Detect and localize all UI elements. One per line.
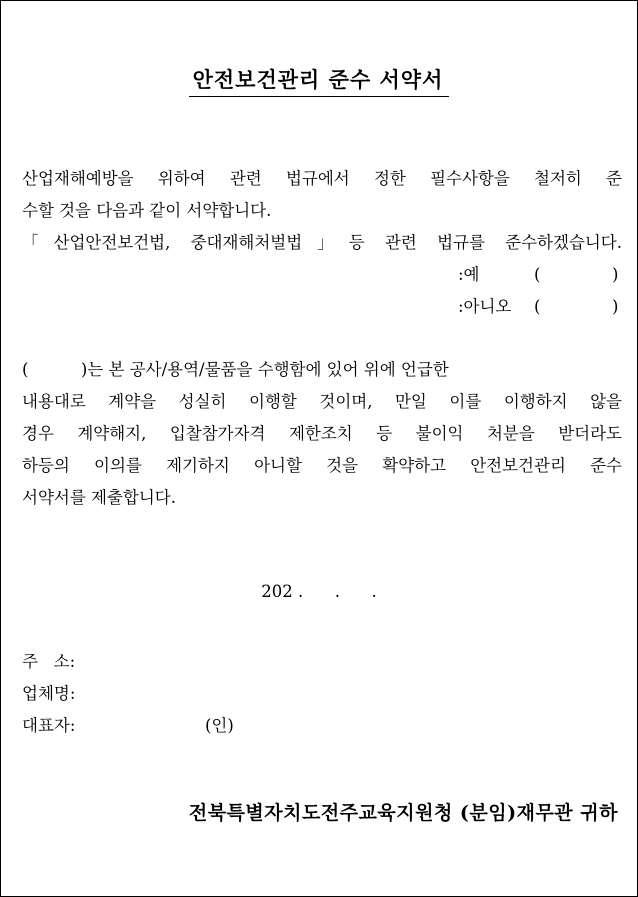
seal-mark: (인): [205, 716, 234, 735]
pledge-line-4: 하등의 이의를 제기하지 아니할 것을 확약하고 안전보건관리 준수: [22, 456, 622, 475]
pledge-line-2: 내용대로 계약을 성실히 이행할 것이며, 만일 이를 이행하지 않을: [22, 392, 622, 411]
intro-line-1: 산업재해예방을 위하여 관련 법규에서 정한 필수사항을 철저히 준: [22, 169, 622, 188]
document-title: [0, 64, 638, 97]
date-line: 202 . . .: [261, 582, 377, 601]
answer-yes-label: :예: [458, 265, 480, 284]
intro-line-2: 수할 것을 다음과 같이 서약합니다.: [22, 201, 272, 220]
pledge-line-5: 서약서를 제출합니다.: [22, 488, 176, 507]
answer-yes-paren-open: (: [534, 265, 541, 284]
pledge-line-3: 경우 계약해지, 입찰참가자격 제한조치 등 불이익 처분을 받더라도: [22, 424, 622, 443]
pledge-paragraph: [22, 354, 622, 514]
answer-yes-paren-close: ): [612, 265, 619, 284]
company-label: 업체명:: [22, 684, 76, 703]
pledge-line-1: ( )는 본 공사/용역/물품을 수행함에 있어 위에 언급한: [22, 360, 449, 379]
answer-no-paren-close: ): [612, 297, 619, 316]
representative-label: 대표자:: [22, 716, 76, 735]
intro-line-3: 「산업안전보건법, 중대재해처벌법」등 관련 법규를 준수하겠습니다.: [22, 233, 622, 252]
answer-no-paren-open: (: [534, 297, 541, 316]
intro-paragraph: [22, 163, 622, 259]
address-label: 주 소:: [22, 652, 76, 671]
answer-no-label: :아니오: [458, 297, 512, 316]
document-title-text: 안전보건관리 준수 서약서: [189, 64, 450, 97]
addressee: 전북특별자치도전주교육지원청 (분임)재무관 귀하: [188, 802, 618, 824]
